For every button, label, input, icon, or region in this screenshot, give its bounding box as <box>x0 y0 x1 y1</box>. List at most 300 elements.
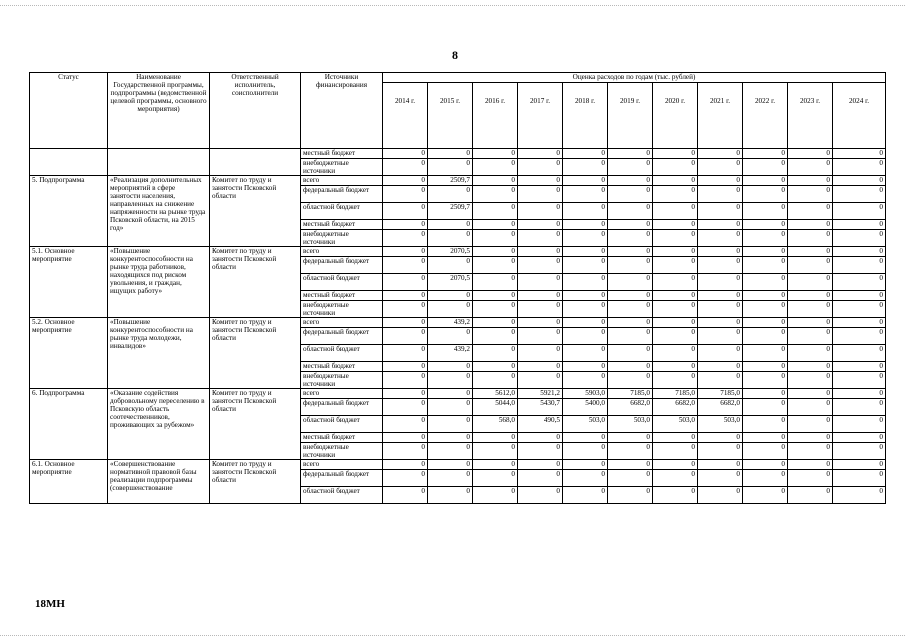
value-cell: 0 <box>608 487 653 504</box>
value-cell: 0 <box>698 247 743 257</box>
value-cell: 0 <box>833 433 886 443</box>
value-cell: 0 <box>473 345 518 362</box>
header-status: Статус <box>30 73 108 149</box>
source-cell: местный бюджет <box>301 433 383 443</box>
value-cell: 0 <box>383 176 428 186</box>
value-cell: 0 <box>653 470 698 487</box>
value-cell: 0 <box>563 230 608 247</box>
header-year: 2022 г. <box>743 83 788 149</box>
value-cell: 0 <box>608 460 653 470</box>
value-cell: 0 <box>608 203 653 220</box>
value-cell: 0 <box>473 318 518 328</box>
value-cell: 0 <box>518 291 563 301</box>
value-cell: 5921,2 <box>518 389 563 399</box>
value-cell: 0 <box>383 328 428 345</box>
value-cell: 503,0 <box>563 416 608 433</box>
page-number: 8 <box>452 48 458 62</box>
value-cell: 0 <box>563 203 608 220</box>
value-cell: 0 <box>653 159 698 176</box>
value-cell: 0 <box>788 203 833 220</box>
executor-cell: Комитет по труду и занятости Псковской области <box>210 176 301 247</box>
value-cell: 2509,7 <box>428 176 473 186</box>
value-cell: 0 <box>473 372 518 389</box>
value-cell: 0 <box>563 345 608 362</box>
value-cell: 439,2 <box>428 318 473 328</box>
value-cell: 0 <box>743 176 788 186</box>
value-cell: 0 <box>473 443 518 460</box>
value-cell: 0 <box>743 328 788 345</box>
value-cell: 0 <box>563 186 608 203</box>
value-cell: 0 <box>833 460 886 470</box>
value-cell: 0 <box>833 416 886 433</box>
value-cell: 0 <box>383 220 428 230</box>
value-cell: 0 <box>788 362 833 372</box>
value-cell: 0 <box>743 470 788 487</box>
value-cell: 0 <box>833 443 886 460</box>
value-cell: 0 <box>833 372 886 389</box>
budget-table <box>29 72 886 504</box>
value-cell: 0 <box>518 203 563 220</box>
source-cell: внебюджетные источники <box>301 159 383 176</box>
value-cell: 0 <box>743 443 788 460</box>
header-year: 2016 г. <box>473 83 518 149</box>
value-cell: 0 <box>698 203 743 220</box>
value-cell: 0 <box>653 274 698 291</box>
value-cell: 0 <box>518 460 563 470</box>
header-year: 2021 г. <box>698 83 743 149</box>
value-cell: 0 <box>383 149 428 159</box>
status-cell: 6. Подпрограмма <box>30 389 108 460</box>
value-cell: 0 <box>653 203 698 220</box>
value-cell: 0 <box>608 220 653 230</box>
value-cell: 0 <box>383 362 428 372</box>
value-cell: 0 <box>473 291 518 301</box>
value-cell: 0 <box>383 372 428 389</box>
value-cell: 0 <box>743 416 788 433</box>
value-cell: 0 <box>653 460 698 470</box>
source-cell: местный бюджет <box>301 362 383 372</box>
value-cell: 0 <box>788 487 833 504</box>
value-cell: 0 <box>563 274 608 291</box>
name-cell: «Повышение конкурентоспособности на рынке труда молодежи, инвалидов» <box>108 318 210 389</box>
value-cell: 0 <box>833 362 886 372</box>
source-cell: областной бюджет <box>301 345 383 362</box>
value-cell: 0 <box>653 318 698 328</box>
value-cell: 0 <box>743 399 788 416</box>
source-cell: областной бюджет <box>301 274 383 291</box>
value-cell: 0 <box>788 149 833 159</box>
value-cell: 0 <box>563 362 608 372</box>
value-cell: 0 <box>788 301 833 318</box>
table-row <box>30 247 886 257</box>
source-cell: внебюджетные источники <box>301 443 383 460</box>
name-cell <box>108 149 210 176</box>
value-cell: 0 <box>788 291 833 301</box>
value-cell: 0 <box>428 301 473 318</box>
value-cell: 0 <box>788 460 833 470</box>
header-year: 2024 г. <box>833 83 886 149</box>
value-cell: 0 <box>833 247 886 257</box>
value-cell: 0 <box>383 416 428 433</box>
header-source: Источники финансирования <box>301 73 383 149</box>
value-cell: 0 <box>698 460 743 470</box>
value-cell: 0 <box>383 247 428 257</box>
value-cell: 0 <box>788 443 833 460</box>
value-cell: 7185,0 <box>608 389 653 399</box>
value-cell: 0 <box>473 220 518 230</box>
value-cell: 503,0 <box>608 416 653 433</box>
source-cell: всего <box>301 318 383 328</box>
header-year: 2018 г. <box>563 83 608 149</box>
value-cell: 0 <box>608 328 653 345</box>
value-cell: 0 <box>383 487 428 504</box>
value-cell: 0 <box>788 186 833 203</box>
value-cell: 0 <box>653 362 698 372</box>
value-cell: 0 <box>473 274 518 291</box>
name-cell: «Повышение конкурентоспособности на рынке труда работников, находящихся под риском увольнения, и граждан, ищущих работу» <box>108 247 210 318</box>
value-cell: 0 <box>608 186 653 203</box>
value-cell: 0 <box>518 362 563 372</box>
value-cell: 0 <box>563 433 608 443</box>
value-cell: 0 <box>743 220 788 230</box>
value-cell: 0 <box>608 257 653 274</box>
value-cell: 0 <box>833 399 886 416</box>
value-cell: 0 <box>518 176 563 186</box>
value-cell: 0 <box>653 257 698 274</box>
value-cell: 0 <box>428 443 473 460</box>
value-cell: 0 <box>383 257 428 274</box>
value-cell: 0 <box>788 159 833 176</box>
value-cell: 0 <box>698 176 743 186</box>
source-cell: всего <box>301 247 383 257</box>
value-cell: 0 <box>518 186 563 203</box>
value-cell: 0 <box>788 399 833 416</box>
header-year: 2017 г. <box>518 83 563 149</box>
source-cell: федеральный бюджет <box>301 257 383 274</box>
value-cell: 0 <box>743 460 788 470</box>
status-cell: 6.1. Основное мероприятие <box>30 460 108 504</box>
value-cell: 0 <box>428 257 473 274</box>
value-cell: 5430,7 <box>518 399 563 416</box>
value-cell: 503,0 <box>698 416 743 433</box>
value-cell: 0 <box>698 220 743 230</box>
value-cell: 0 <box>743 372 788 389</box>
value-cell: 0 <box>653 220 698 230</box>
value-cell: 0 <box>518 301 563 318</box>
value-cell: 0 <box>563 470 608 487</box>
value-cell: 0 <box>743 257 788 274</box>
value-cell: 0 <box>383 318 428 328</box>
value-cell: 0 <box>563 159 608 176</box>
value-cell: 0 <box>383 345 428 362</box>
value-cell: 0 <box>608 291 653 301</box>
header-year: 2019 г. <box>608 83 653 149</box>
header-year: 2014 г. <box>383 83 428 149</box>
value-cell: 0 <box>653 230 698 247</box>
status-cell: 5. Подпрограмма <box>30 176 108 247</box>
value-cell: 0 <box>608 372 653 389</box>
value-cell: 6682,0 <box>698 399 743 416</box>
value-cell: 0 <box>833 149 886 159</box>
value-cell: 0 <box>833 328 886 345</box>
value-cell: 0 <box>473 470 518 487</box>
value-cell: 0 <box>743 318 788 328</box>
value-cell: 0 <box>698 230 743 247</box>
value-cell: 0 <box>833 470 886 487</box>
header-estimate: Оценка расходов по годам (тыс. рублей) <box>383 73 886 83</box>
value-cell: 0 <box>563 301 608 318</box>
value-cell: 0 <box>383 203 428 220</box>
value-cell: 0 <box>698 186 743 203</box>
value-cell: 0 <box>743 274 788 291</box>
value-cell: 0 <box>653 328 698 345</box>
value-cell: 0 <box>563 443 608 460</box>
value-cell: 0 <box>563 372 608 389</box>
value-cell: 0 <box>788 247 833 257</box>
value-cell: 0 <box>563 149 608 159</box>
value-cell: 0 <box>428 159 473 176</box>
value-cell: 0 <box>383 433 428 443</box>
value-cell: 0 <box>698 301 743 318</box>
value-cell: 0 <box>518 372 563 389</box>
value-cell: 0 <box>608 159 653 176</box>
value-cell: 0 <box>563 247 608 257</box>
value-cell: 0 <box>788 257 833 274</box>
value-cell: 2070,5 <box>428 247 473 257</box>
source-cell: внебюджетные источники <box>301 301 383 318</box>
value-cell: 0 <box>428 389 473 399</box>
header-executor: Ответственный исполнитель, соисполнители <box>210 73 301 149</box>
value-cell: 0 <box>383 291 428 301</box>
value-cell: 0 <box>653 149 698 159</box>
value-cell: 0 <box>518 257 563 274</box>
value-cell: 0 <box>608 433 653 443</box>
source-cell: всего <box>301 176 383 186</box>
value-cell: 0 <box>743 186 788 203</box>
value-cell: 0 <box>788 274 833 291</box>
value-cell: 0 <box>383 301 428 318</box>
value-cell: 0 <box>653 433 698 443</box>
value-cell: 0 <box>743 433 788 443</box>
name-cell: «Оказание содействия добровольному переселению в Псковскую область соотечественников, проживающих за рубежом» <box>108 389 210 460</box>
value-cell: 0 <box>518 328 563 345</box>
value-cell: 0 <box>743 203 788 220</box>
value-cell: 0 <box>743 159 788 176</box>
value-cell: 0 <box>428 416 473 433</box>
value-cell: 0 <box>833 257 886 274</box>
value-cell: 0 <box>608 176 653 186</box>
value-cell: 0 <box>698 257 743 274</box>
value-cell: 0 <box>698 274 743 291</box>
value-cell: 0 <box>473 149 518 159</box>
header-name: Наименование Государственной программы, подпрограммы (ведомственной целевой программы, основного мероприятия) <box>108 73 210 149</box>
value-cell: 0 <box>428 230 473 247</box>
value-cell: 5612,0 <box>473 389 518 399</box>
source-cell: местный бюджет <box>301 149 383 159</box>
value-cell: 5044,0 <box>473 399 518 416</box>
source-cell: местный бюджет <box>301 291 383 301</box>
value-cell: 0 <box>563 460 608 470</box>
value-cell: 0 <box>833 301 886 318</box>
value-cell: 6682,0 <box>608 399 653 416</box>
source-cell: федеральный бюджет <box>301 328 383 345</box>
value-cell: 0 <box>608 247 653 257</box>
value-cell: 0 <box>383 186 428 203</box>
header-year: 2023 г. <box>788 83 833 149</box>
table-row <box>30 389 886 399</box>
value-cell: 0 <box>653 176 698 186</box>
value-cell: 7185,0 <box>653 389 698 399</box>
value-cell: 0 <box>698 318 743 328</box>
value-cell: 0 <box>518 470 563 487</box>
value-cell: 0 <box>743 301 788 318</box>
value-cell: 0 <box>383 399 428 416</box>
value-cell: 0 <box>383 274 428 291</box>
value-cell: 0 <box>473 460 518 470</box>
value-cell: 503,0 <box>653 416 698 433</box>
value-cell: 0 <box>833 220 886 230</box>
value-cell: 0 <box>743 291 788 301</box>
value-cell: 0 <box>473 433 518 443</box>
value-cell: 0 <box>428 186 473 203</box>
value-cell: 0 <box>698 291 743 301</box>
value-cell: 0 <box>788 345 833 362</box>
value-cell: 0 <box>698 149 743 159</box>
value-cell: 0 <box>608 318 653 328</box>
value-cell: 0 <box>518 318 563 328</box>
value-cell: 0 <box>653 443 698 460</box>
value-cell: 0 <box>788 372 833 389</box>
value-cell: 0 <box>563 257 608 274</box>
value-cell: 0 <box>653 345 698 362</box>
value-cell: 7185,0 <box>698 389 743 399</box>
value-cell: 2070,5 <box>428 274 473 291</box>
table-row <box>30 318 886 328</box>
value-cell: 0 <box>698 470 743 487</box>
value-cell: 0 <box>833 230 886 247</box>
status-cell: 5.1. Основное мероприятие <box>30 247 108 318</box>
value-cell: 0 <box>518 274 563 291</box>
source-cell: всего <box>301 389 383 399</box>
value-cell: 0 <box>518 220 563 230</box>
value-cell: 0 <box>608 149 653 159</box>
source-cell: внебюджетные источники <box>301 230 383 247</box>
value-cell: 5903,0 <box>563 389 608 399</box>
executor-cell: Комитет по труду и занятости Псковской области <box>210 460 301 504</box>
value-cell: 0 <box>473 230 518 247</box>
value-cell: 0 <box>428 291 473 301</box>
value-cell: 0 <box>653 291 698 301</box>
table-row <box>30 149 886 159</box>
source-cell: областной бюджет <box>301 416 383 433</box>
value-cell: 0 <box>563 291 608 301</box>
value-cell: 0 <box>698 345 743 362</box>
value-cell: 0 <box>788 328 833 345</box>
value-cell: 0 <box>473 159 518 176</box>
value-cell: 0 <box>518 247 563 257</box>
source-cell: федеральный бюджет <box>301 470 383 487</box>
value-cell: 0 <box>518 487 563 504</box>
value-cell: 0 <box>698 433 743 443</box>
value-cell: 0 <box>653 301 698 318</box>
footer-code: 18МН <box>35 598 65 610</box>
value-cell: 0 <box>518 230 563 247</box>
source-cell: федеральный бюджет <box>301 186 383 203</box>
value-cell: 0 <box>563 328 608 345</box>
scan-edge-top <box>0 5 905 6</box>
value-cell: 0 <box>428 460 473 470</box>
value-cell: 0 <box>428 399 473 416</box>
value-cell: 0 <box>788 230 833 247</box>
value-cell: 0 <box>383 159 428 176</box>
value-cell: 0 <box>788 470 833 487</box>
value-cell: 0 <box>743 389 788 399</box>
name-cell: «Реализация дополнительных мероприятий в сфере занятости населения, направленных на снижение напряженности на рынке труда Псковской области, на 2015 год» <box>108 176 210 247</box>
value-cell: 0 <box>788 318 833 328</box>
value-cell: 0 <box>383 389 428 399</box>
status-cell: 5.2. Основное мероприятие <box>30 318 108 389</box>
value-cell: 0 <box>698 487 743 504</box>
value-cell: 0 <box>698 362 743 372</box>
value-cell: 0 <box>833 318 886 328</box>
value-cell: 0 <box>608 345 653 362</box>
value-cell: 0 <box>653 487 698 504</box>
value-cell: 0 <box>428 470 473 487</box>
value-cell: 0 <box>698 372 743 389</box>
value-cell: 0 <box>473 487 518 504</box>
source-cell: внебюджетные источники <box>301 372 383 389</box>
value-cell: 0 <box>473 257 518 274</box>
value-cell: 0 <box>473 328 518 345</box>
value-cell: 0 <box>473 176 518 186</box>
value-cell: 0 <box>743 149 788 159</box>
value-cell: 0 <box>743 487 788 504</box>
value-cell: 0 <box>698 159 743 176</box>
value-cell: 0 <box>563 220 608 230</box>
status-cell <box>30 149 108 176</box>
value-cell: 0 <box>743 345 788 362</box>
value-cell: 0 <box>428 220 473 230</box>
executor-cell <box>210 149 301 176</box>
source-cell: местный бюджет <box>301 220 383 230</box>
value-cell: 0 <box>743 362 788 372</box>
executor-cell: Комитет по труду и занятости Псковской области <box>210 318 301 389</box>
value-cell: 0 <box>698 328 743 345</box>
value-cell: 0 <box>653 247 698 257</box>
value-cell: 0 <box>428 433 473 443</box>
value-cell: 0 <box>608 362 653 372</box>
value-cell: 0 <box>653 372 698 389</box>
value-cell: 0 <box>428 328 473 345</box>
value-cell: 0 <box>518 443 563 460</box>
value-cell: 0 <box>833 389 886 399</box>
value-cell: 0 <box>473 203 518 220</box>
table-row <box>30 460 886 470</box>
value-cell: 0 <box>383 460 428 470</box>
value-cell: 0 <box>788 433 833 443</box>
value-cell: 0 <box>608 443 653 460</box>
value-cell: 0 <box>608 301 653 318</box>
value-cell: 0 <box>608 274 653 291</box>
value-cell: 0 <box>518 345 563 362</box>
source-cell: областной бюджет <box>301 203 383 220</box>
executor-cell: Комитет по труду и занятости Псковской области <box>210 389 301 460</box>
value-cell: 0 <box>788 176 833 186</box>
value-cell: 0 <box>563 487 608 504</box>
value-cell: 0 <box>698 443 743 460</box>
value-cell: 0 <box>608 470 653 487</box>
value-cell: 0 <box>833 291 886 301</box>
